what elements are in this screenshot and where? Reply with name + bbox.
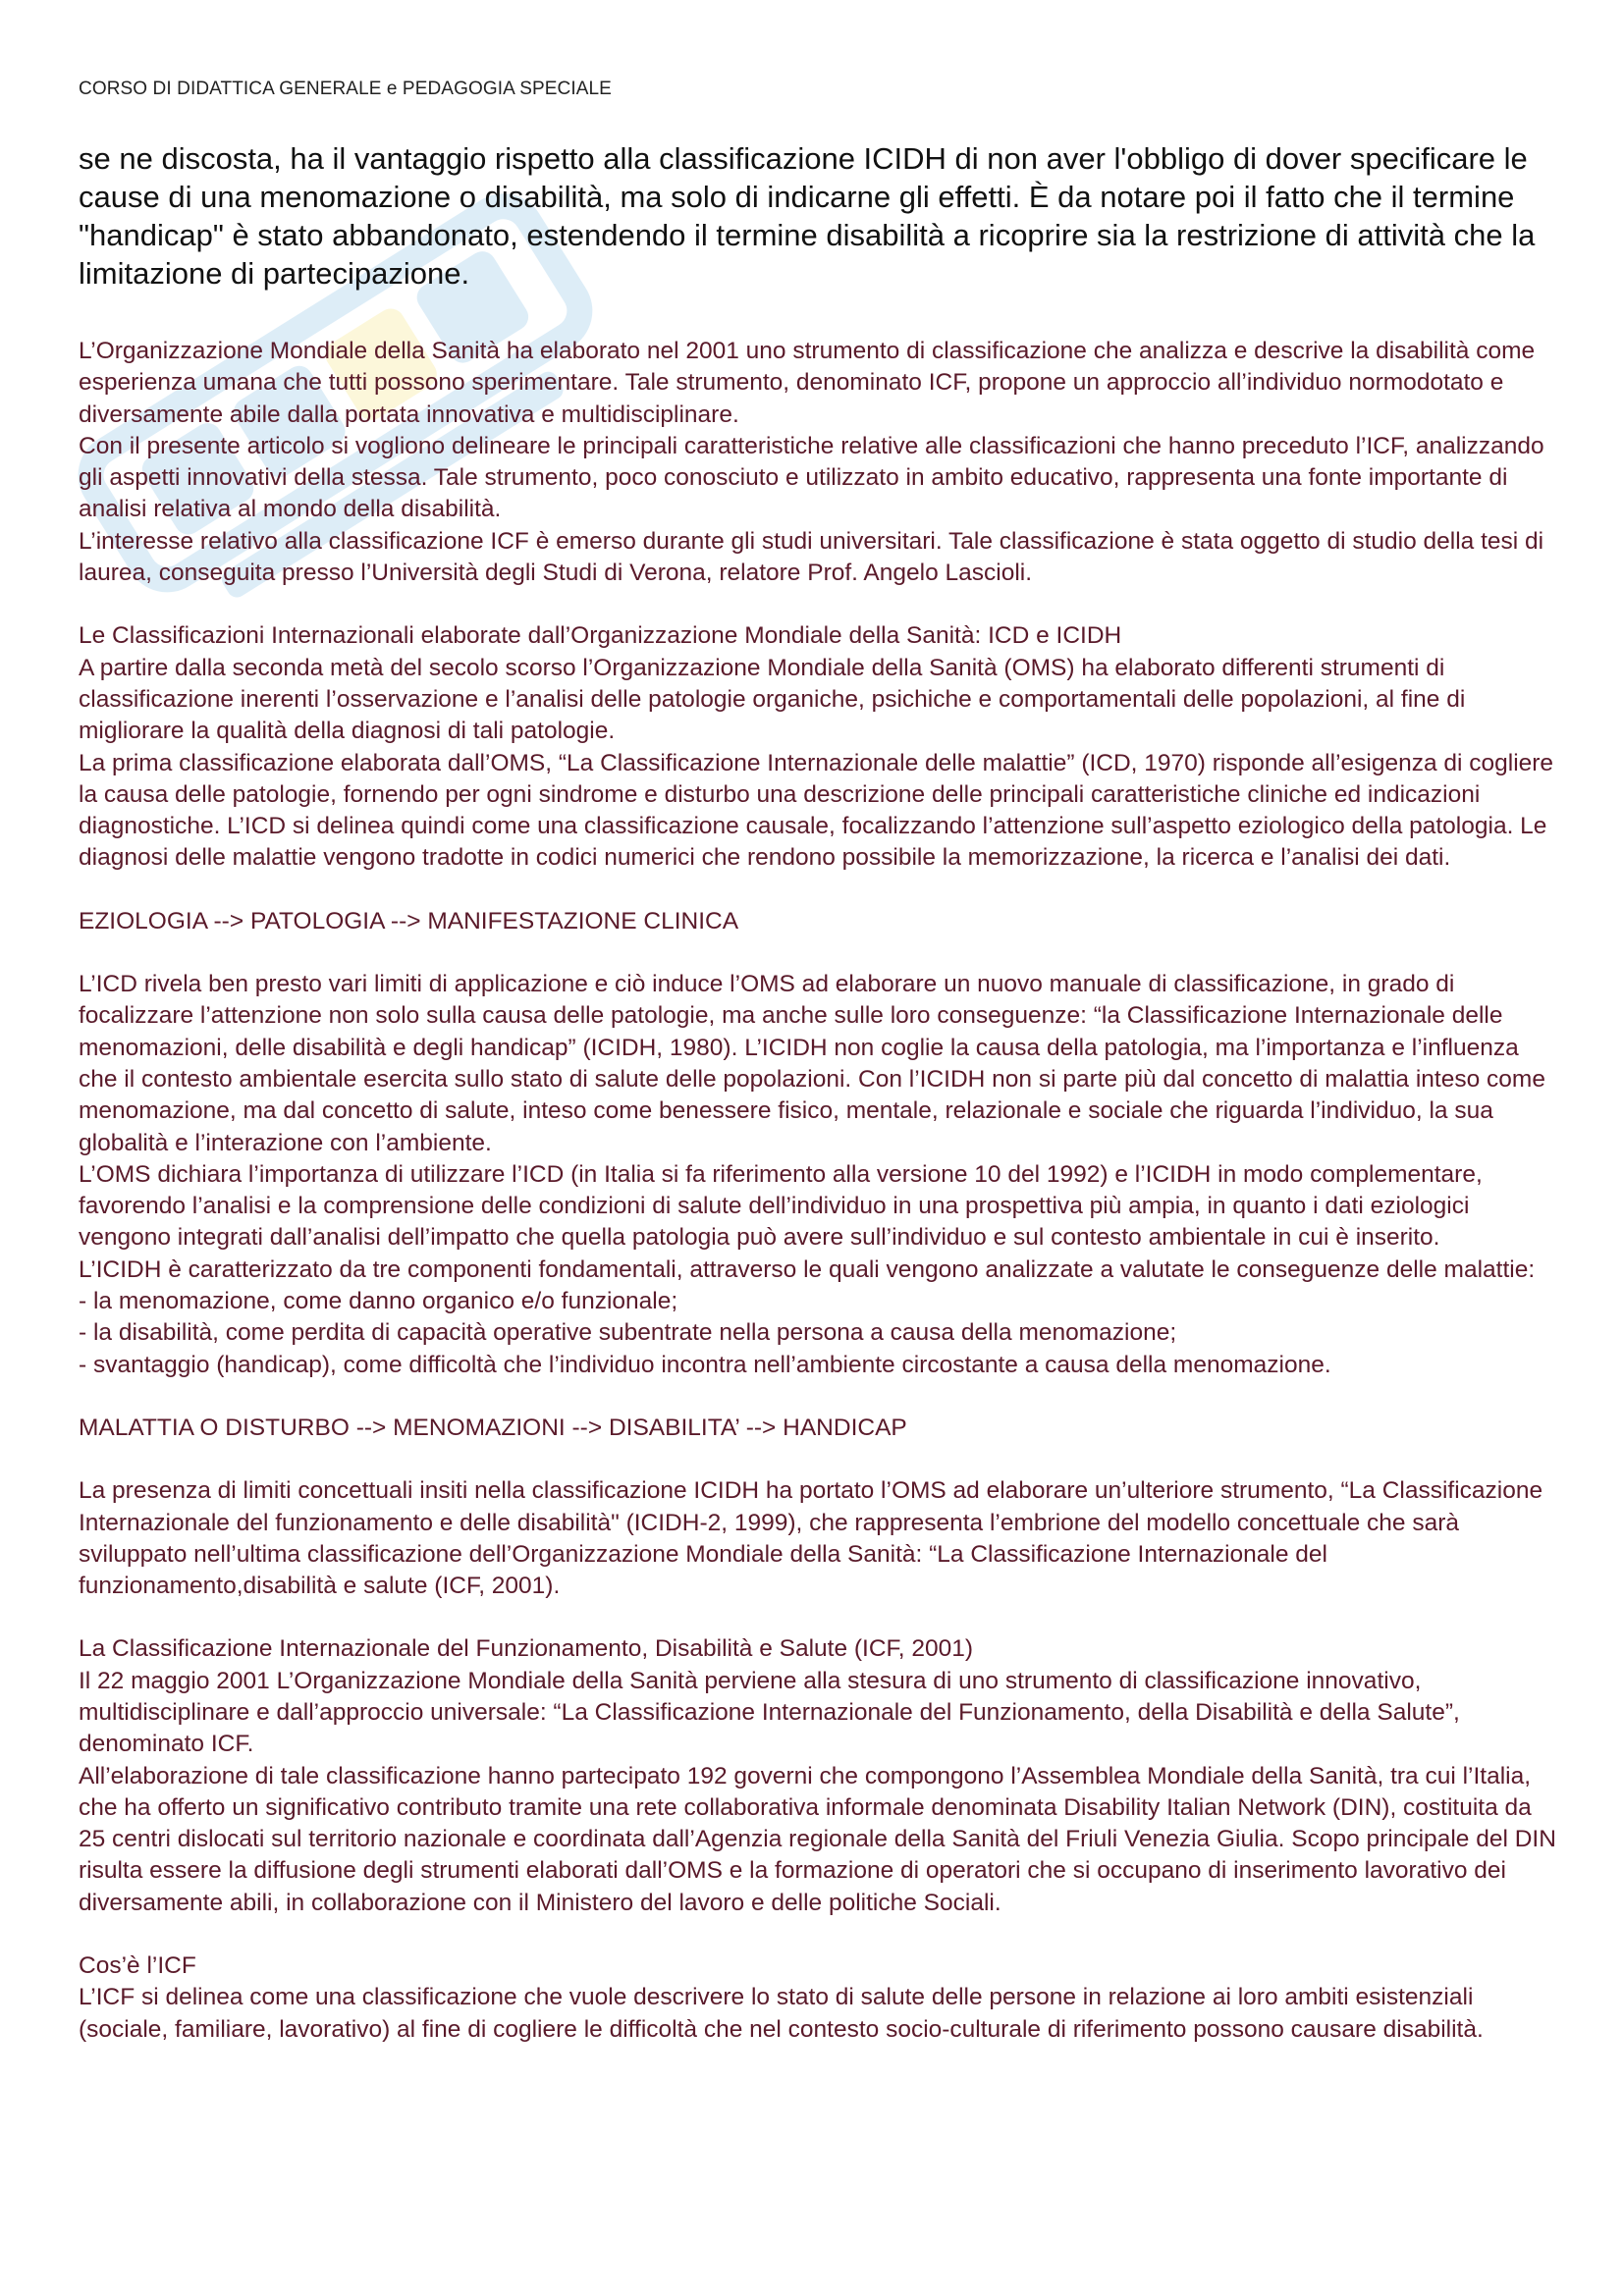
paragraph: L’ICIDH è caratterizzato da tre componenti fondamentali, attraverso le quali vengono analizzate a valutate le conseguenze delle malattie: <box>79 1255 1536 1283</box>
paragraph: Il 22 maggio 2001 L’Organizzazione Mondiale della Sanità perviene alla stesura di uno strumento di classificazione innovativo, multidisciplinare e dall’approccio universale: “La Classificazione Internazionale del Funzionamento, della Disabilità e della Salute”, denominato ICF. <box>79 1667 1460 1758</box>
flow-diagram-icidh: MALATTIA O DISTURBO --> MENOMAZIONI --> DISABILITA’ --> HANDICAP <box>79 1414 907 1441</box>
paragraph: L’ICD rivela ben presto vari limiti di applicazione e ciò induce l’OMS ad elaborare un nuovo manuale di classificazione, in grado di focalizzare l’attenzione non solo sulla causa delle patologie, ma anche sulle loro conseguenze: “la Classificazione Internazionale delle menomazioni, delle disabilità e degli handicap” (ICIDH, 1980). L’ICIDH non coglie la causa della patologia, ma l’importanza e l’influenza che il contesto ambientale esercita sullo stato di salute delle popolazioni. Con l’ICIDH non si parte più dal concetto di malattia inteso come menomazione, ma dal concetto di salute, inteso come benessere fisico, mentale, relazionale e sociale che riguarda l’individuo, la sua globalità e l’interazione con l’ambiente. <box>79 971 1545 1156</box>
paragraph: La prima classificazione elaborata dall’OMS, “La Classificazione Internazionale delle malattie” (ICD, 1970) risponde all’esigenza di cogliere la causa delle patologie, fornendo per ogni sindrome e disturbo una descrizione delle principali caratteristiche cliniche ed indicazioni diagnostiche. L’ICD si delinea quindi come una classificazione causale, focalizzando l’attenzione sull’aspetto eziologico della patologia. Le diagnosi delle malattie vengono tradotte in codici numerici che rendono possibile la memorizzazione, la ricerca e l’analisi dei dati. <box>79 749 1554 872</box>
page-header: CORSO DI DIDATTICA GENERALE e PEDAGOGIA SPECIALE <box>79 79 612 99</box>
paragraph: L’ICF si delinea come una classificazione che vuole descrivere lo stato di salute delle persone in relazione ai loro ambiti esistenziali (sociale, familiare, lavorativo) al fine di cogliere le difficoltà che nel contesto socio-culturale di riferimento possono causare disabilità. <box>79 1984 1484 2043</box>
intro-block <box>79 336 1561 589</box>
lead-paragraph: se ne discosta, ha il vantaggio rispetto alla classificazione ICIDH di non aver l'obbligo di dover specificare le cause di una menomazione o disabilità, ma solo di indicarne gli effetti. È da notare poi il fatto che il termine "handicap" è stato abbandonato, estendendo il termine disabilità a ricoprire sia la restrizione di attività che la limitazione di partecipazione. <box>79 141 1536 291</box>
what-is-icf-section <box>79 1950 1561 2046</box>
section-heading: La Classificazione Internazionale del Funzionamento, Disabilità e Salute (ICF, 2001) <box>79 1635 974 1663</box>
paragraph: All’elaborazione di tale classificazione hanno partecipato 192 governi che compongono l’Assemblea Mondiale della Sanità, tra cui l’Italia, che ha offerto un significativo contributo tramite una rete collaborativa informale denominata Disability Italian Network (DIN), costituita da 25 centri dislocati sul territorio nazionale e coordinata dall’Agenzia regionale della Sanità del Friuli Venezia Giulia. Scopo principale del DIN risulta essere la diffusione degli strumenti elaborati dall’OMS e la formazione di operatori che si occupano di inserimento lavorativo dei diversamente abili, in collaborazione con il Ministero del lavoro e delle politiche Sociali. <box>79 1762 1556 1916</box>
icf-section <box>79 1633 1561 1919</box>
document-body <box>79 139 1561 2046</box>
flow-diagram-icd: EZIOLOGIA --> PATOLOGIA --> MANIFESTAZIONE CLINICA <box>79 907 739 934</box>
paragraph: L’Organizzazione Mondiale della Sanità ha elaborato nel 2001 uno strumento di classificazione che analizza e descrive la disabilità come esperienza umana che tutti possono sperimentare. Tale strumento, denominato ICF, propone un approccio all’individuo normodotato e diversamente abile dalla portata innovativa e multidisciplinare. <box>79 338 1536 428</box>
list-item: - svantaggio (handicap), come difficoltà che l’individuo incontra nell’ambiente circostante a causa della menomazione. <box>79 1351 1331 1378</box>
article-text <box>79 336 1561 2046</box>
icd-icidh-section <box>79 620 1561 874</box>
paragraph: L’interesse relativo alla classificazione ICF è emerso durante gli studi universitari. Tale classificazione è stata oggetto di studio della tesi di laurea, conseguita presso l’Università degli Studi di Verona, relatore Prof. Angelo Lascioli. <box>79 527 1544 587</box>
section-heading: Cos’è l’ICF <box>79 1952 196 1980</box>
icidh2-block <box>79 1475 1561 1602</box>
paragraph: A partire dalla seconda metà del secolo scorso l’Organizzazione Mondiale della Sanità (OMS) ha elaborato differenti strumenti di classificazione inerenti l’osservazione e l’analisi delle patologie organiche, psichiche e comportamentali delle popolazioni, al fine di migliorare la qualità della diagnosi di tali patologie. <box>79 654 1466 745</box>
paragraph: La presenza di limiti concettuali insiti nella classificazione ICIDH ha portato l’OMS ad elaborare un’ulteriore strumento, “La Classificazione Internazionale del funzionamento e delle disabilità" (ICIDH-2, 1999), che rappresenta l’embrione del modello concettuale che sarà sviluppato nell’ultima classificazione dell’Organizzazione Mondiale della Sanità: “La Classificazione Internazionale del funzionamento,disabilità e salute (ICF, 2001). <box>79 1477 1543 1600</box>
paragraph: L’OMS dichiara l’importanza di utilizzare l’ICD (in Italia si fa riferimento alla versione 10 del 1992) e l’ICIDH in modo complementare, favorendo l’analisi e la comprensione delle condizioni di salute dell’individuo in una prospettiva più ampia, in quanto i dati eziologici vengono integrati dall’analisi dell’impatto che quella patologia può avere sull’individuo e sul contesto ambientale in cui è inserito. <box>79 1160 1483 1252</box>
section-heading: Le Classificazioni Internazionali elaborate dall’Organizzazione Mondiale della Sanità: ICD e ICIDH <box>79 622 1122 650</box>
list-item: - la disabilità, come perdita di capacità operative subentrate nella persona a causa della menomazione; <box>79 1319 1177 1347</box>
list-item: - la menomazione, come danno organico e/o funzionale; <box>79 1288 678 1315</box>
paragraph: Con il presente articolo si vogliono delineare le principali caratteristiche relative alle classificazioni che hanno preceduto l’ICF, analizzando gli aspetti innovativi della stessa. Tale strumento, poco conosciuto e utilizzato in ambito educativo, rappresenta una fonte importante di analisi relativa al mondo della disabilità. <box>79 432 1544 523</box>
icidh-block <box>79 969 1561 1381</box>
